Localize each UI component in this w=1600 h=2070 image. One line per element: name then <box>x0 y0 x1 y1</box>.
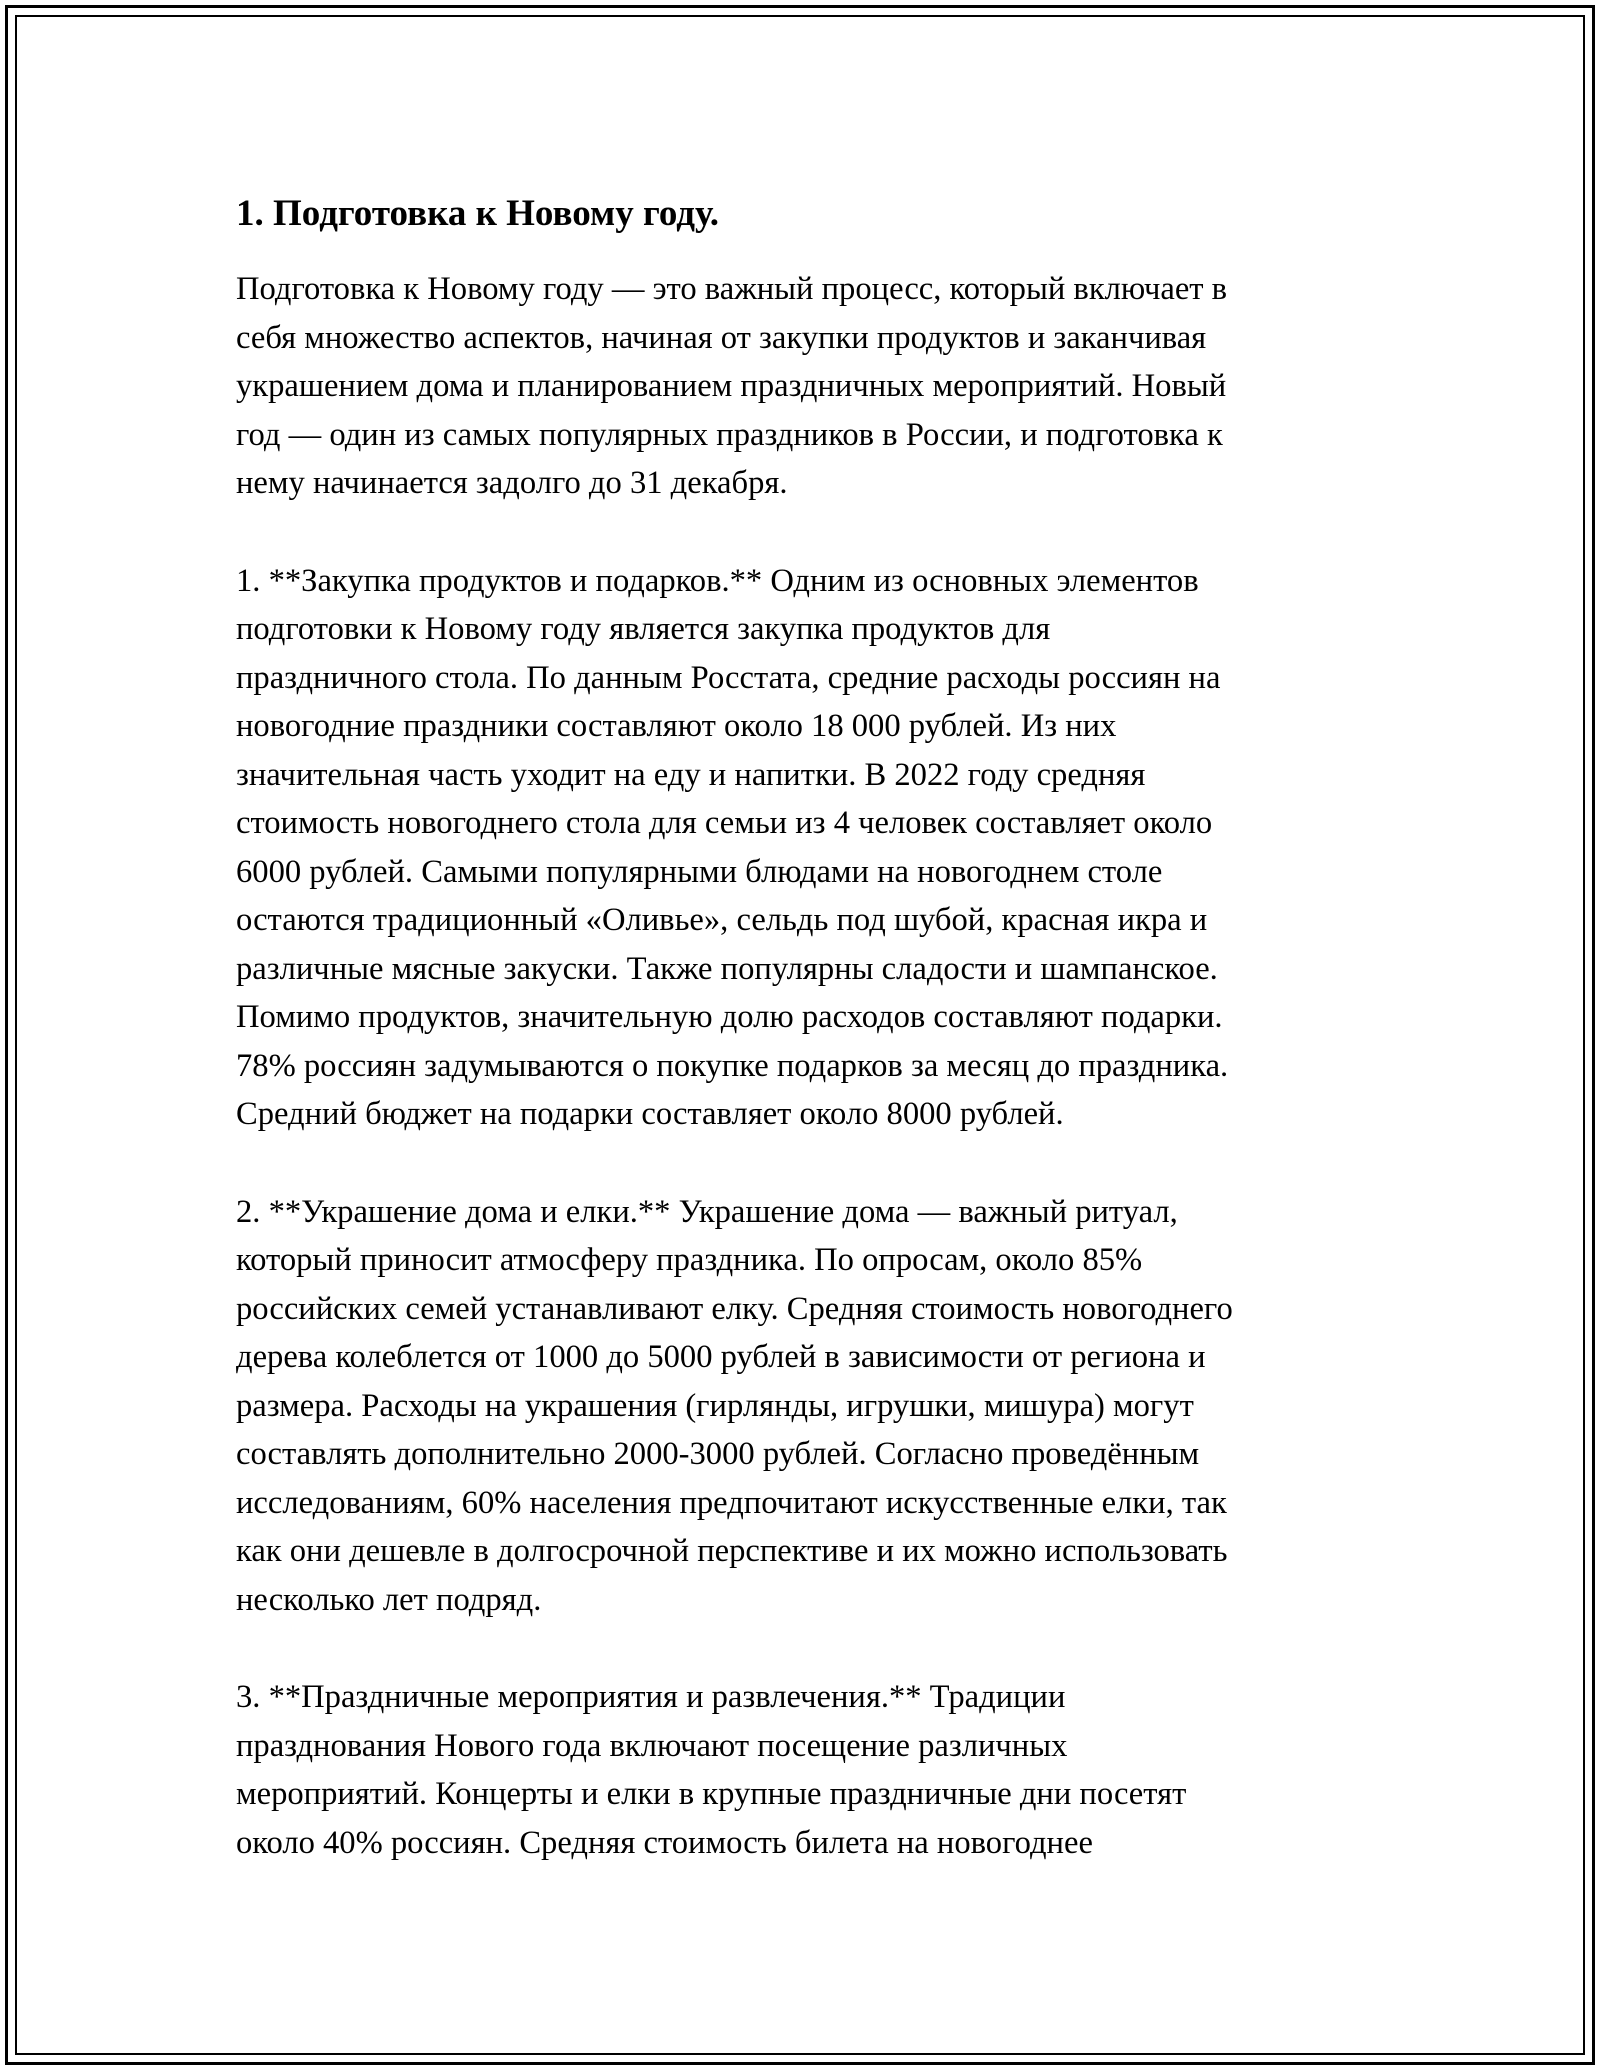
text-line: стоимость новогоднего стола для семьи из 4 человек составляет около <box>236 805 1213 841</box>
text-line: 3. **Праздничные мероприятия и развлечения.** Традиции <box>236 1679 1066 1715</box>
text-line: Помимо продуктов, значительную долю расходов составляют подарки. <box>236 999 1223 1035</box>
text-line: 78% россиян задумываются о покупке подарков за месяц до праздника. <box>236 1047 1229 1084</box>
paragraph-3 <box>236 1188 1376 1625</box>
text-line: нему начинается задолго до 31 декабря. <box>236 465 788 501</box>
text-line: составлять дополнительно 2000-3000 рублей. Согласно проведённым <box>236 1436 1200 1472</box>
text-line: остаются традиционный «Оливье», сельдь под шубой, красная икра и <box>236 902 1208 938</box>
text-line: год — один из самых популярных праздников в России, и подготовка к <box>236 416 1223 453</box>
text-line: значительная часть уходит на еду и напитки. В 2022 году средняя <box>236 756 1146 793</box>
text-line: мероприятий. Концерты и елки в крупные праздничные дни посетят <box>236 1776 1187 1812</box>
section-heading: 1. Подготовка к Новому году. <box>236 193 720 234</box>
text-line: Средний бюджет на подарки составляет около 8000 рублей. <box>236 1096 1064 1132</box>
text-line: новогодние праздники составляют около 18 000 рублей. Из них <box>236 708 1117 744</box>
text-line: исследованиям, 60% населения предпочитают искусственные елки, так <box>236 1484 1227 1521</box>
document-body <box>236 188 1376 1867</box>
text-line: около 40% россиян. Средняя стоимость билета на новогоднее <box>236 1824 1093 1861</box>
paragraph-2 <box>236 557 1376 1139</box>
text-line: себя множество аспектов, начиная от закупки продуктов и заканчивая <box>236 319 1207 356</box>
text-line: 1. **Закупка продуктов и подарков.** Одним из основных элементов <box>236 562 1199 599</box>
text-line: который приносит атмосферу праздника. По опросам, около 85% <box>236 1242 1143 1278</box>
text-line: праздничного стола. По данным Росстата, средние расходы россиян на <box>236 659 1221 696</box>
text-line: несколько лет подряд. <box>236 1581 542 1618</box>
text-line: Подготовка к Новому году — это важный процесс, который включает в <box>236 271 1228 307</box>
text-line: 2. **Украшение дома и елки.** Украшение дома — важный ритуал, <box>236 1193 1178 1230</box>
paragraph-4 <box>236 1673 1376 1867</box>
text-line: размера. Расходы на украшения (гирлянды, игрушки, мишура) могут <box>236 1387 1194 1424</box>
text-line: как они дешевле в долгосрочной перспективе и их можно использовать <box>236 1533 1228 1569</box>
text-line: различные мясные закуски. Также популярны сладости и шампанское. <box>236 950 1218 987</box>
text-line: подготовки к Новому году является закупка продуктов для <box>236 611 1051 647</box>
text-line: российских семей устанавливают елку. Средняя стоимость новогоднего <box>236 1290 1233 1327</box>
text-line: украшением дома и планированием праздничных мероприятий. Новый <box>236 368 1227 404</box>
paragraph-1 <box>236 265 1376 508</box>
text-line: празднования Нового года включают посещение различных <box>236 1727 1068 1764</box>
paragraphs-container <box>236 265 1376 1867</box>
text-line: 6000 рублей. Самыми популярными блюдами на новогоднем столе <box>236 853 1163 890</box>
text-line: дерева колеблется от 1000 до 5000 рублей в зависимости от региона и <box>236 1339 1206 1375</box>
